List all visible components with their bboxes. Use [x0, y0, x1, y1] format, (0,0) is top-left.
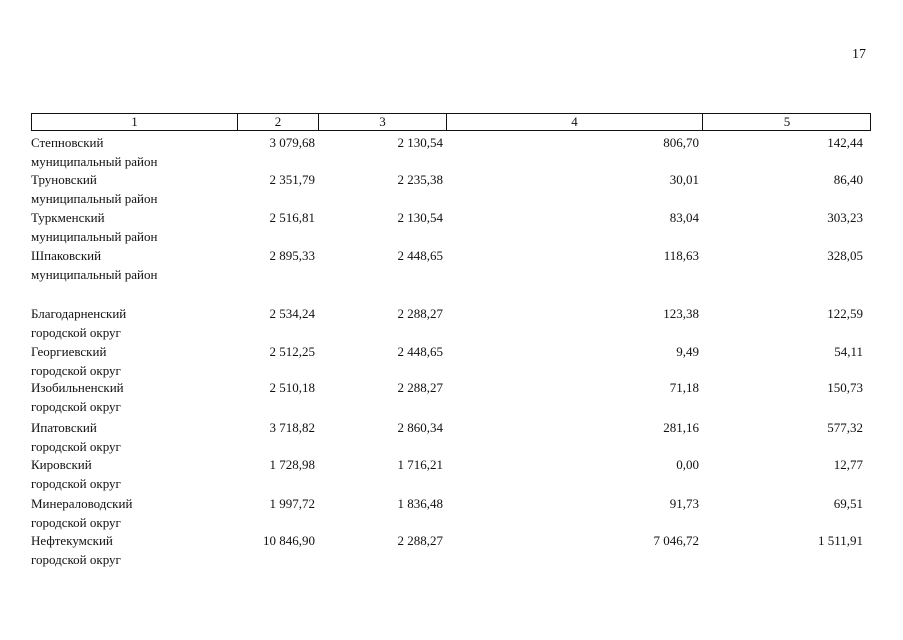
cell-col-3: 2 235,38 — [397, 172, 443, 187]
cell-col-3: 2 288,27 — [397, 306, 443, 321]
header-col-2: 2 — [238, 114, 319, 130]
row-name: Степновский муниципальный район — [31, 135, 158, 169]
table-row — [31, 342, 871, 380]
row-name: Туркменский муниципальный район — [31, 210, 158, 244]
cell-col-3: 2 288,27 — [397, 533, 443, 548]
table-row — [31, 455, 871, 493]
cell-col-2: 2 351,79 — [269, 172, 315, 187]
table-row — [31, 208, 871, 246]
cell-col-5: 303,23 — [827, 210, 863, 225]
cell-col-2: 3 718,82 — [269, 420, 315, 435]
cell-col-3: 2 288,27 — [397, 380, 443, 395]
cell-col-5: 69,51 — [833, 496, 863, 511]
table-row — [31, 418, 871, 456]
cell-col-2: 1 728,98 — [269, 457, 315, 472]
cell-col-3: 2 130,54 — [397, 135, 443, 150]
cell-col-3: 1 716,21 — [397, 457, 443, 472]
row-name: Минераловодский городской округ — [31, 496, 133, 530]
row-name: Шпаковский муниципальный район — [31, 248, 158, 282]
cell-col-5: 577,32 — [827, 420, 863, 435]
row-name: Георгиевский городской округ — [31, 344, 121, 378]
header-col-5: 5 — [783, 114, 791, 129]
cell-col-5: 86,40 — [833, 172, 863, 187]
header-col-4: 4 — [447, 114, 703, 130]
cell-col-2: 2 516,81 — [269, 210, 315, 225]
cell-col-4: 83,04 — [669, 210, 699, 225]
cell-col-4: 9,49 — [676, 344, 699, 359]
table-row — [31, 133, 871, 171]
header-col-3: 3 — [319, 114, 447, 130]
cell-col-4: 30,01 — [669, 172, 699, 187]
row-name: Труновский муниципальный район — [31, 172, 158, 206]
table-row — [31, 170, 871, 208]
row-name: Благодарненский городской округ — [31, 306, 127, 340]
cell-col-2: 2 534,24 — [269, 306, 315, 321]
cell-col-2: 2 510,18 — [269, 380, 315, 395]
cell-col-2: 2 512,25 — [269, 344, 315, 359]
table-row — [31, 304, 871, 342]
cell-col-4: 71,18 — [669, 380, 699, 395]
cell-col-2: 2 895,33 — [269, 248, 315, 263]
cell-col-4: 91,73 — [669, 496, 699, 511]
header-col-1: 1 — [32, 114, 238, 130]
cell-col-5: 328,05 — [827, 248, 863, 263]
cell-col-3: 2 448,65 — [397, 248, 443, 263]
cell-col-3: 2 860,34 — [397, 420, 443, 435]
cell-col-4: 123,38 — [663, 306, 699, 321]
table-row — [31, 494, 871, 532]
table-row — [31, 246, 871, 284]
row-name: Изобильненский городской округ — [31, 380, 124, 414]
row-name: Ипатовский городской округ — [31, 420, 121, 454]
cell-col-2: 3 079,68 — [269, 135, 315, 150]
cell-col-4: 7 046,72 — [653, 533, 699, 548]
cell-col-3: 2 448,65 — [397, 344, 443, 359]
cell-col-2: 1 997,72 — [269, 496, 315, 511]
cell-col-5: 150,73 — [827, 380, 863, 395]
cell-col-2: 10 846,90 — [263, 533, 315, 548]
cell-col-5: 122,59 — [827, 306, 863, 321]
cell-col-3: 2 130,54 — [397, 210, 443, 225]
row-name: Кировский городской округ — [31, 457, 121, 491]
cell-col-4: 806,70 — [663, 135, 699, 150]
cell-col-5: 142,44 — [827, 135, 863, 150]
page-number: 17 — [852, 47, 866, 62]
cell-col-4: 118,63 — [663, 248, 699, 263]
row-name: Нефтекумский городской округ — [31, 533, 121, 567]
table-row — [31, 378, 871, 416]
cell-col-4: 0,00 — [676, 457, 699, 472]
cell-col-3: 1 836,48 — [397, 496, 443, 511]
cell-col-5: 12,77 — [833, 457, 863, 472]
table-row — [31, 531, 871, 569]
cell-col-4: 281,16 — [663, 420, 699, 435]
cell-col-5: 54,11 — [834, 344, 863, 359]
cell-col-5: 1 511,91 — [817, 533, 863, 548]
table-header — [31, 113, 871, 131]
